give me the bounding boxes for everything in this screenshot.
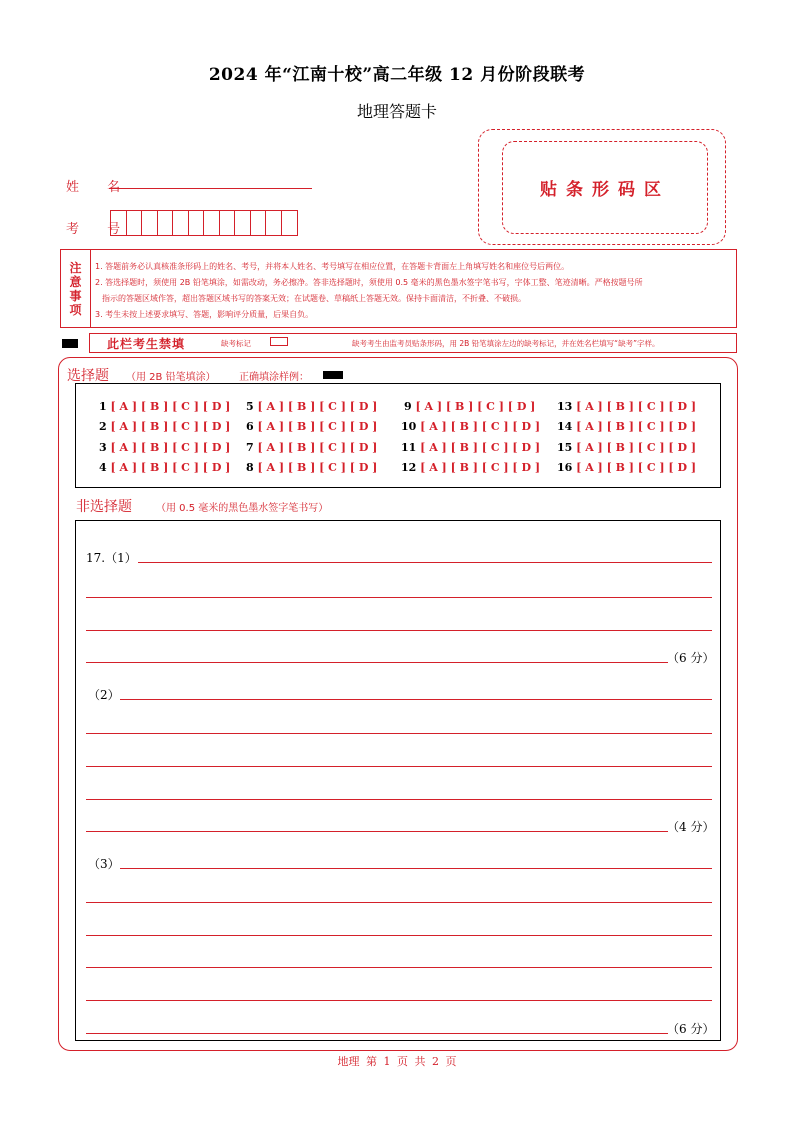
answer-line[interactable] bbox=[86, 935, 712, 936]
nonchoice-note: （用 0.5 毫米的黑色墨水签字笔书写） bbox=[156, 503, 329, 514]
choice-question[interactable]: 14 [ A ] [ B ] [ C ] [ D ] bbox=[557, 420, 697, 433]
id-box[interactable] bbox=[282, 211, 298, 235]
answer-line[interactable] bbox=[86, 902, 712, 903]
answer-line[interactable] bbox=[86, 733, 712, 734]
choice-question[interactable]: 15 [ A ] [ B ] [ C ] [ D ] bbox=[557, 441, 697, 454]
score-label: （4 分） bbox=[667, 820, 715, 834]
answer-line[interactable] bbox=[138, 562, 712, 563]
question-17-1-label: 17.（1） bbox=[86, 551, 137, 565]
choice-question[interactable]: 16 [ A ] [ B ] [ C ] [ D ] bbox=[557, 461, 697, 474]
answer-line[interactable] bbox=[120, 699, 712, 700]
nonchoice-title: 非选择题 bbox=[76, 499, 132, 515]
answer-line[interactable] bbox=[86, 597, 712, 598]
id-box[interactable] bbox=[235, 211, 251, 235]
id-box[interactable] bbox=[158, 211, 174, 235]
barcode-area: 贴条形码区 bbox=[502, 141, 708, 234]
name-label: 姓 名 bbox=[66, 180, 133, 195]
answer-line[interactable] bbox=[86, 766, 712, 767]
name-field[interactable] bbox=[109, 188, 312, 189]
choice-question[interactable]: 3 [ A ] [ B ] [ C ] [ D ] bbox=[99, 441, 231, 454]
answer-area bbox=[75, 520, 721, 1041]
id-box[interactable] bbox=[266, 211, 282, 235]
choice-question[interactable]: 10 [ A ] [ B ] [ C ] [ D ] bbox=[401, 420, 541, 433]
id-box[interactable] bbox=[220, 211, 236, 235]
choice-question[interactable]: 9 [ A ] [ B ] [ C ] [ D ] bbox=[404, 400, 536, 413]
choice-question[interactable]: 4 [ A ] [ B ] [ C ] [ D ] bbox=[99, 461, 231, 474]
id-box[interactable] bbox=[204, 211, 220, 235]
question-17-3-label: （3） bbox=[88, 857, 120, 871]
notice-heading: 注 意 事 项 bbox=[61, 250, 91, 327]
answer-line[interactable] bbox=[86, 630, 712, 631]
sample-fill-mark bbox=[323, 371, 343, 379]
choice-title: 选择题 bbox=[67, 368, 109, 384]
notice-box bbox=[60, 249, 737, 328]
choice-question[interactable]: 7 [ A ] [ B ] [ C ] [ D ] bbox=[246, 441, 378, 454]
answer-line[interactable] bbox=[86, 662, 668, 663]
absent-title: 此栏考生禁填 bbox=[107, 337, 186, 351]
absent-note: 缺考考生由监考员贴条形码，用 2B 铅笔填涂左边的缺考标记，并在姓名栏填写“缺考”字样。 bbox=[352, 339, 660, 348]
score-label: （6 分） bbox=[667, 1022, 715, 1036]
alignment-mark bbox=[62, 339, 78, 348]
answer-line[interactable] bbox=[120, 868, 712, 869]
id-box[interactable] bbox=[111, 211, 127, 235]
choice-note: （用 2B 铅笔填涂） bbox=[126, 372, 216, 383]
choice-question[interactable]: 8 [ A ] [ B ] [ C ] [ D ] bbox=[246, 461, 378, 474]
id-box[interactable] bbox=[173, 211, 189, 235]
page-title: 2024 年“江南十校”高二年级 12 月份阶段联考 bbox=[208, 65, 586, 85]
page-subtitle: 地理答题卡 bbox=[356, 102, 437, 121]
answer-line[interactable] bbox=[86, 1033, 668, 1034]
sample-label: 正确填涂样例： bbox=[239, 372, 309, 383]
choice-question[interactable]: 6 [ A ] [ B ] [ C ] [ D ] bbox=[246, 420, 378, 433]
choice-question[interactable]: 13 [ A ] [ B ] [ C ] [ D ] bbox=[557, 400, 697, 413]
choice-question[interactable]: 5 [ A ] [ B ] [ C ] [ D ] bbox=[246, 400, 378, 413]
answer-line[interactable] bbox=[86, 967, 712, 968]
answer-line[interactable] bbox=[86, 799, 712, 800]
absent-section bbox=[89, 333, 737, 353]
absent-mark-box[interactable] bbox=[270, 337, 288, 346]
answer-line[interactable] bbox=[86, 1000, 712, 1001]
notice-text: 1. 答题前务必认真核准条形码上的姓名、考号，并将本人姓名、考号填写在相应位置，在答题卡背面左上角填写姓名和座位号后两位。 2. 答选择题时，须使用 2B 铅笔填涂，如需改动，务必擦净。答非选择题时，须使用 0.5 毫米的黑色墨水签字笔书写，字体工整、笔迹清晰。严格按题号所 指示的答题区域作答，超出答题区域书写的答案无效；在试题卷、草稿纸上答题无效。保持卡面清洁，不折叠、不破损。 3. 考生未按上述要求填写、答题，影响评分质量，后果自负。 bbox=[95, 262, 643, 319]
score-label: （6 分） bbox=[667, 651, 715, 665]
choice-question[interactable]: 2 [ A ] [ B ] [ C ] [ D ] bbox=[99, 420, 231, 433]
page-footer: 地理 第 1 页 共 2 页 bbox=[337, 1055, 457, 1068]
id-box[interactable] bbox=[127, 211, 143, 235]
question-17-2-label: （2） bbox=[88, 688, 120, 702]
id-box[interactable] bbox=[142, 211, 158, 235]
id-box[interactable] bbox=[251, 211, 267, 235]
absent-mark-label: 缺考标记 bbox=[221, 339, 251, 348]
choice-question[interactable]: 11 [ A ] [ B ] [ C ] [ D ] bbox=[401, 441, 541, 454]
id-label: 考 号 bbox=[66, 222, 133, 237]
choice-question[interactable]: 12 [ A ] [ B ] [ C ] [ D ] bbox=[401, 461, 541, 474]
id-boxes[interactable] bbox=[110, 210, 298, 236]
choice-question[interactable]: 1 [ A ] [ B ] [ C ] [ D ] bbox=[99, 400, 231, 413]
answer-line[interactable] bbox=[86, 831, 668, 832]
id-box[interactable] bbox=[189, 211, 205, 235]
